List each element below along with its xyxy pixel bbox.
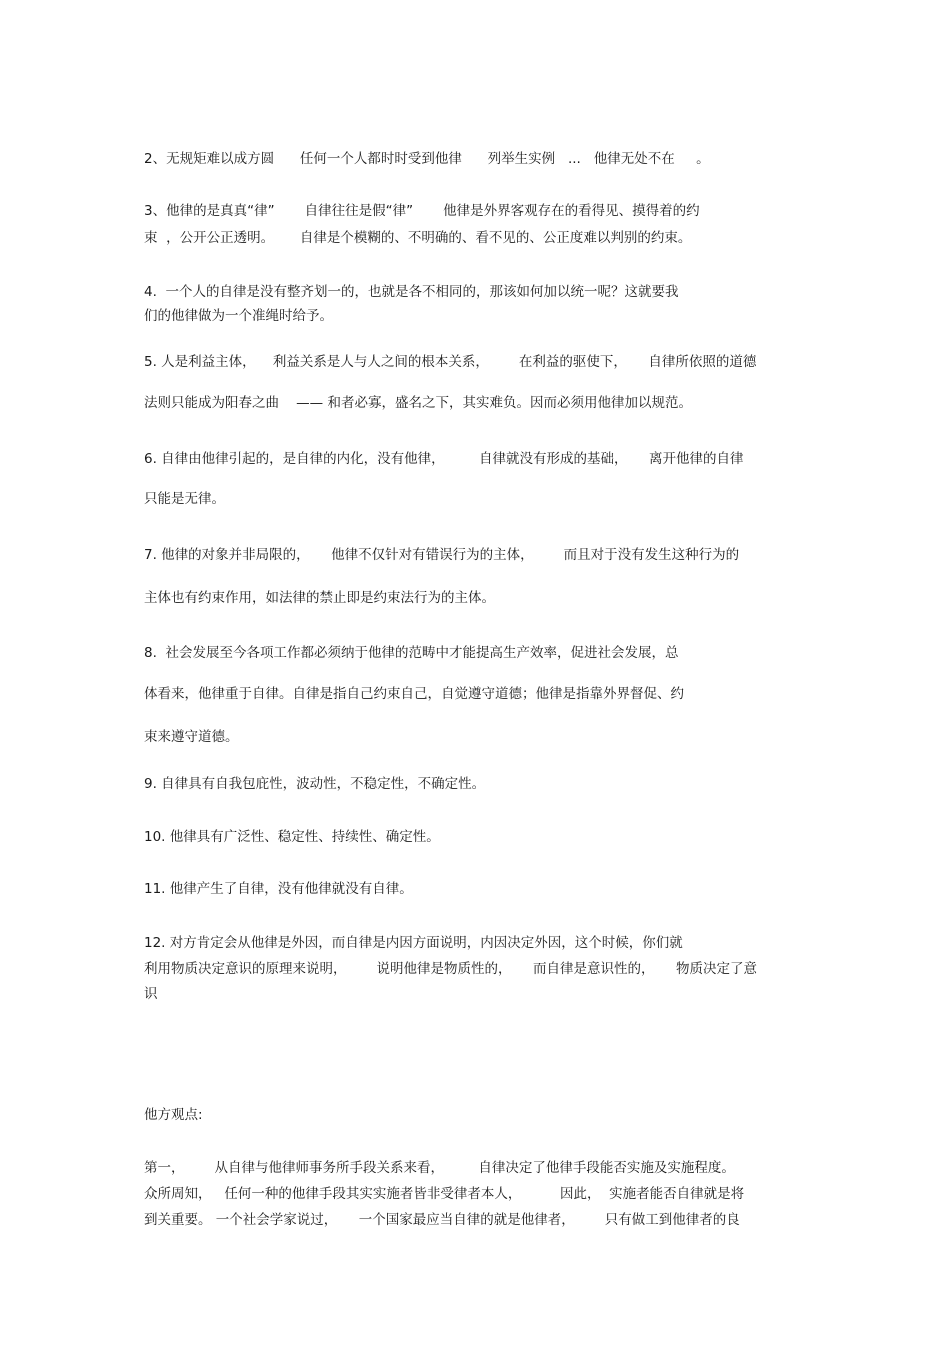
text-line: 9. 自律具有自我包庇性，波动性，不稳定性，不确定性。 (144, 776, 486, 792)
text-line: 12. 对方肯定会从他律是外因，而自律是内因方面说明，内因决定外因，这个时候，你们就 (144, 935, 683, 951)
text-line: 4. 一个人的自律是没有整齐划一的，也就是各不相同的，那该如何加以统一呢？这就要我 (144, 284, 679, 300)
text-line: 束来遵守道德。 (144, 729, 239, 745)
text-line: 主体也有约束作用，如法律的禁止即是约束法行为的主体。 (144, 590, 495, 606)
text-line: 11. 他律产生了自律，没有他律就没有自律。 (144, 881, 413, 897)
text-line: 10. 他律具有广泛性、稳定性、持续性、确定性。 (144, 829, 440, 845)
text-line: 7. 他律的对象并非局限的， 他律不仅针对有错误行为的主体， 而且对于没有发生这种行为的 (144, 547, 740, 563)
text-line: 利用物质决定意识的原理来说明， 说明他律是物质性的， 而自律是意识性的， 物质决定了意 (144, 961, 757, 977)
text-line: 束 ，公开公正透明。 自律是个模糊的、不明确的、看不见的、公正度难以判别的约束。 (144, 230, 692, 246)
text-line: 到关重要。 一个社会学家说过， 一个国家最应当自律的就是他律者， 只有做工到他律者的良 (144, 1212, 740, 1228)
text-line: 5. 人是利益主体， 利益关系是人与人之间的根本关系， 在利益的驱使下， 自律所依照的道德 (144, 354, 757, 370)
text-line: 3、他律的是真真“律” 自律往往是假“律” 他律是外界客观存在的看得见、摸得着的约 (144, 203, 700, 219)
text-line: 第一， 从自律与他律师事务所手段关系来看， 自律决定了他律手段能否实施及实施程度。 (144, 1160, 735, 1176)
text-line: 们的他律做为一个准绳时给予。 (144, 308, 333, 324)
text-line: 6. 自律由他律引起的，是自律的内化，没有他律， 自律就没有形成的基础， 离开他律的自律 (144, 451, 744, 467)
text-line: 法则只能成为阳春之曲 —— 和者必寡，盛名之下，其实难负。因而必须用他律加以规范。 (144, 395, 692, 411)
text-line: 2、无规矩难以成方圆 任何一个人都时时受到他律 列举生实例 ... 他律无处不在 。 (144, 151, 710, 167)
text-line: 体看来，他律重于自律。自律是指自己约束自己，自觉遵守道德；他律是指靠外界督促、约 (144, 686, 684, 702)
text-line: 8. 社会发展至今各项工作都必须纳于他律的范畴中才能提高生产效率，促进社会发展，总 (144, 645, 679, 661)
text-line: 众所周知， 任何一种的他律手段其实实施者皆非受律者本人， 因此， 实施者能否自律就是将 (144, 1186, 745, 1202)
text-line: 只能是无律。 (144, 491, 225, 507)
section-heading: 他方观点: (144, 1107, 203, 1123)
text-line: 识 (144, 986, 158, 1002)
